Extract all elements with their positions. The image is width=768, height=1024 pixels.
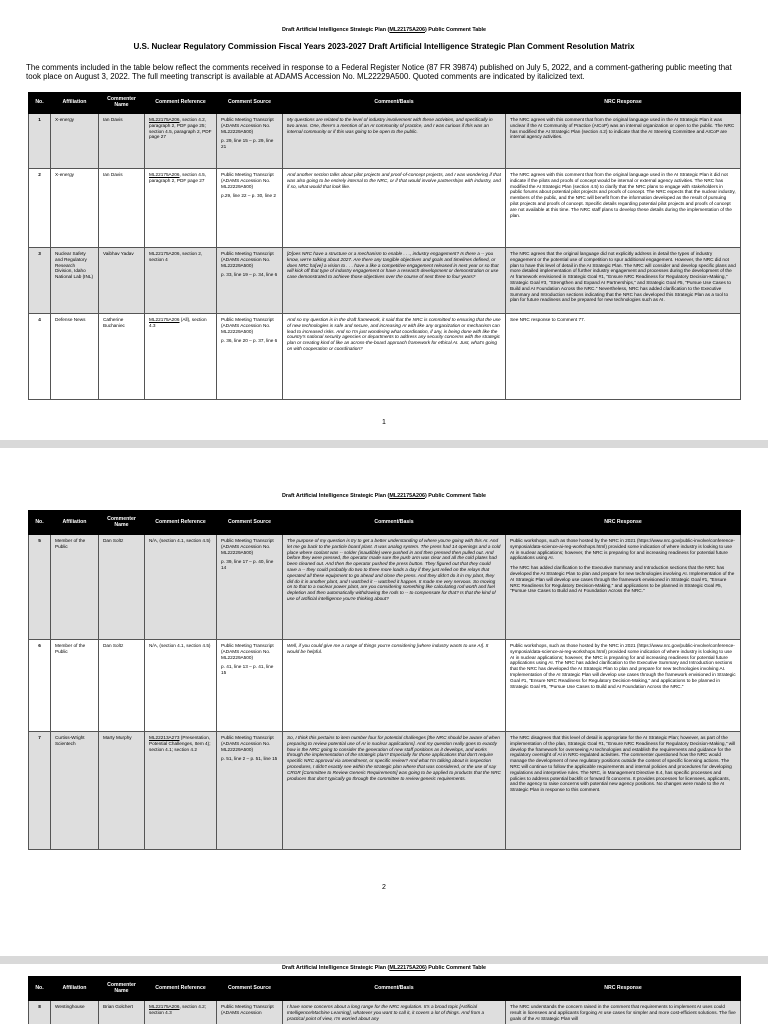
reference-link[interactable]: ML22175A206: [149, 117, 180, 122]
nrc-response-cell: See NRC response to Comment 77.: [506, 314, 741, 400]
page-number: 2: [382, 884, 386, 891]
table-row: [29, 1001, 741, 1024]
affiliation-cell: Westinghouse: [51, 1001, 99, 1024]
commenter-name-cell: Ian Davis: [99, 114, 145, 169]
table-row: [29, 114, 741, 169]
col-header-no: No.: [29, 93, 51, 114]
comment-source-cell: Public Meeting Transcript (ADAMS Accession No. ML22229A500) p. 41, line 13 – p. 41, line 15: [217, 640, 283, 732]
comment-basis-cell: [D]oes NRC have a structure or a mechanism to enable . . ., industry engagement? Is there a -- you know, we're talking about 2027. Are there any tangible objectives and goals and timelines defined, or does NRC ha[ve] a vision to . . . have a like a competitive engagement released in next year or so that will kick off that type of industry engagement or have a research development or demonstration or use case demonstrated to achieve those objectives over the course of next three to four years?: [283, 248, 506, 314]
col-header-nrc-response: NRC Response: [506, 93, 741, 114]
document-page-1: [0, 0, 768, 440]
nrc-response-cell: The NRC disagrees that this level of detail is appropriate for the AI Strategic Plan; however, as part of the implementation of the plan, Strategic Goal #1, "Ensure NRC Readiness for Regulatory Decision-Making," will develop the framework for overseeing AI technologies and establish the requirements and guidance for the regulatory oversight of AI in NRC-regulated activities. The commenter questioned how the NRC would manage the development of new regulatory positions outside the context of specific licensing actions. The NRC will continue to follow the applicable requirements and internal policies and procedures for developing regulations and interpretive rules. The NRC, in Management Directive 8.4, has specific processes and policies to address potential backfit or forward fit concerns. It provides processes for licensees, applicants, and the agency to raise concerns with potential new agency positions. No changes were made to the AI Strategic Plan in response to this comment.: [506, 732, 741, 850]
table-row: [29, 248, 741, 314]
commenter-name-cell: Dan Soltz: [99, 640, 145, 732]
comment-basis-cell: So, I think this pertains to item number four for potential challenges [the NRC should be aware of when preparing to review potential use of AI in nuclear applications]. And my question really goes to exactly how is the NRC going to consider the generation of new staff positions as it develops, and works through the implementation of the strategic plan? Especially for those applications that don't require specific NRC approval via amendment, or specific review? And what I'm talking about is inspection procedures, I didn't exactly see within the strategic plan where that was considered, or the use of say CRGR [Committee to Review Generic Requirements] was going to be applied to products that the NRC produces that don't typically go through the committee to review generic requirements.: [283, 732, 506, 850]
row-number: 7: [29, 732, 51, 850]
comment-basis-cell: Well, if you could give me a range of things you're considering [where industry wants to use AI]. It would be helpful.: [283, 640, 506, 732]
comment-basis-cell: And another section talks about pilot projects and proof-of-concept projects, and I was wondering if that was also going to be entirely internal to the NRC, or if that would involve partnerships with industry, and if so, what would that look like.: [283, 169, 506, 248]
col-header-nrc-response: NRC Response: [506, 511, 741, 535]
col-header-commenter-name: Commenter Name: [99, 977, 145, 1001]
comment-basis-cell: I have some concerns about a long range for the NRC regulation. It's a broad topic [Artificial Intelligence/Machine Learning], whatever you want to call it, it covers a lot of things. And from a practical point of view, I'm worried about any: [283, 1001, 506, 1024]
table-header-row: [29, 511, 741, 535]
col-header-no: No.: [29, 511, 51, 535]
comment-table: [28, 976, 741, 1024]
page-number: 1: [382, 419, 386, 426]
affiliation-cell: Curtiss-Wright Scientech: [51, 732, 99, 850]
running-header: Draft Artificial Intelligence Strategic Plan (ML22175A206) Public Comment Table: [281, 965, 486, 971]
col-header-comment-reference: Comment Reference: [145, 511, 217, 535]
col-header-comment-basis: Comment/Basis: [283, 93, 506, 114]
col-header-commenter-name: Commenter Name: [99, 93, 145, 114]
col-header-comment-basis: Comment/Basis: [283, 977, 506, 1001]
header-accession-link[interactable]: ML22175A206: [389, 965, 425, 971]
affiliation-cell: Defense News: [51, 314, 99, 400]
col-header-comment-source: Comment Source: [217, 511, 283, 535]
affiliation-cell: Nuclear Safety and Regulatory Research Division, Idaho National Lab (INL): [51, 248, 99, 314]
nrc-response-cell: The NRC agrees with this comment that from the original language used in the AI Strategic Plan it did not indicate if the pilots and proofs of concept would be internal or external agency activities. The NRC has modified the AI Strategic Plan (section 4.5) to clarify that the NRC plans to engage with stakeholders in public forums about potential pilot projects and proofs of concept. The NRC expects that the nuclear industry, members of the public, and the NRC will benefit from the information developed as the result of pursuing pilot projects and proofs of concept. Specific details regarding potential pilot projects and proofs of concept are not available at this time. The NRC staff plans to develop these details during the implementation of the plan.: [506, 169, 741, 248]
intro-paragraph: The comments included in the table below reflect the comments received in response to a Federal Register Notice (87 FR 39874) published on July 5, 2022, and a comment-gathering public meeting that took place on August 3, 2022. The full meeting transcript is available at ADAMS Accession No. ML22229A500. Quoted comments are indicated by italicized text.: [26, 63, 732, 82]
comment-reference-cell: N/A, (section 4.1, section 4.5): [145, 535, 217, 640]
comment-table: [28, 92, 741, 400]
document-page-3: [0, 964, 768, 1024]
row-number: 4: [29, 314, 51, 400]
commenter-name-cell: Vaibhav Yadav: [99, 248, 145, 314]
comment-source-cell: Public Meeting Transcript (ADAMS Accession No. ML22229A500) p. 36, line 20 – p. 37, line 6: [217, 314, 283, 400]
comment-reference-cell: ML22175A206 (All), section 4.3: [145, 314, 217, 400]
col-header-comment-source: Comment Source: [217, 93, 283, 114]
table-row: [29, 169, 741, 248]
nrc-response-cell: The NRC agrees that the original language did not explicitly address in detail the types of industry engagement or the potential use of competition to spur additional engagement. However, the NRC did not plan to have this level of detail in the AI Strategic Plan. The NRC will consider and develop specific plans and more detailed implementation of further industry engagement and processes during the development of the AI framework envisioned in Strategic Goal #1, "Ensure NRC Readiness for Regulatory Decision-Making," Strategic Goal #3, "Strengthen and Expand AI Partnerships," and Strategic Goal #5, "Pursue Use Cases to Build and AI Foundation Across the NRC." Nevertheless, NRC has added clarification to the Executive Summary and Introduction sections indicating that the NRC has developed this Strategic Plan as a tool to plan for future readiness and be prepared for new technologies such as AI.: [506, 248, 741, 314]
row-number: 8: [29, 1001, 51, 1024]
comment-basis-cell: The purpose of my question is try to get a better understanding of where you're going with this AI. And let me go back to the particle board plant. It was analog system. The press had 14 openings and a cold place where coolant was -- solder (inaudible) were pushed in and then pressed then pulled out. And before they were pressed, the operator made sure the push arm was clear and all the cold plates had been cleaned out. And then the operator pushed the press button. They figured out that they could save a -- they could probably do two to three more loads a day if they just relied on the relays that operated all these equipment to go ahead and close the press. And they didn't do it in my plant, they did do it in another plant, and I watched it -- watched it happen. It made me very nervous. So moving on to that to a nuclear power plant, are you considering something like calculating rod worth and fuel depletion and then automatically withdrawing the rods to -- to compensate for that? Is that the kind of use of artificial intelligence you're thinking about?: [283, 535, 506, 640]
col-header-no: No.: [29, 977, 51, 1001]
affiliation-cell: Member of the Public: [51, 640, 99, 732]
affiliation-cell: X-energy: [51, 169, 99, 248]
comment-basis-cell: And so my question is in the draft framework, it said that the NRC is committed to ensuring that the use of new technologies is safe and secure, and increasing AI with like any organization or mechanism can lead to increased risks. And so I'm just wondering what coordination, if any, is being done with like the country's national security agencies or departments to address any security concerns with the strategic plan or creating kind of like an across-the-board approach framework for ethical AI. Just, what's going on with cooperation or coordination?: [283, 314, 506, 400]
col-header-affiliation: Affiliation: [51, 93, 99, 114]
table-row: [29, 732, 741, 850]
row-number: 3: [29, 248, 51, 314]
nrc-response-cell: Public workshops, such as those hosted by the NRC in 2021 (https://www.nrc.gov/public-involve/conference-symposia/data-science-ai-reg-workshops.html) provided some indication of where industry is looking to use AI in nuclear applications; however, the NRC is preparing for and increasing readiness for potential future applications using AI. The NRC has added clarification to the Executive Summary and Introduction sections that the NRC has developed the AI Strategic Plan to plan and prepare for new technologies involving AI. Implementation of the AI Strategic Plan will develop use cases through the framework envisioned in Strategic Goal #1, "Ensure NRC Readiness for Regulatory Decision-Making," and applications to be planned in Strategic Goal #5, "Pursue Use Cases to Build and AI Foundation Across the NRC.": [506, 535, 741, 640]
comment-table: [28, 510, 741, 850]
comment-source-cell: Public Meeting Transcript (ADAMS Accession No. ML22229A500) p. 51, line 2 – p. 51, line 15: [217, 732, 283, 850]
reference-link[interactable]: ML22213A273: [149, 735, 180, 740]
nrc-response-cell: The NRC agrees with this comment that from the original language used in the AI Strategic Plan it was unclear if the AI Community of Practice (AICoP) was an internal organization or open to the public. The NRC has modified the AI Strategic Plan (section 4.2) to indicate that the AI Steering Committee and AICoP are internal agency activities.: [506, 114, 741, 169]
reference-link[interactable]: ML22175A206: [149, 172, 180, 177]
commenter-name-cell: Catherine Buchaniec: [99, 314, 145, 400]
col-header-affiliation: Affiliation: [51, 511, 99, 535]
comment-reference-cell: ML22175A206, section 4.2, paragraph 2, PDF page 25; section 4.5, paragraph 2, PDF page 27: [145, 114, 217, 169]
table-row: [29, 314, 741, 400]
row-number: 2: [29, 169, 51, 248]
comment-reference-cell: ML22213A273 (Presentation, Potential Challenges, Item 4); section 4.1; section 4.2: [145, 732, 217, 850]
comment-basis-cell: My questions are related to the level of industry involvement with these activities, and specifically in two areas. One, there's a mention of an AI community of practice, and I was curious if this was an internal community or if this was going to be open to the public.: [283, 114, 506, 169]
reference-link[interactable]: ML22175A206: [149, 1004, 180, 1009]
document-title: U.S. Nuclear Regulatory Commission Fiscal Years 2023-2027 Draft Artificial Intelligence Strategic Plan Comment Resolution Matrix: [133, 42, 635, 51]
comment-reference-cell: ML22175A206, section 2, section 4: [145, 248, 217, 314]
commenter-name-cell: Ian Davis: [99, 169, 145, 248]
comment-source-cell: Public Meeting Transcript (ADAMS Accession No. ML22229A500) p. 33, line 19 – p. 34, line 6: [217, 248, 283, 314]
comment-source-cell: Public Meeting Transcript (ADAMS Accession: [217, 1001, 283, 1024]
commenter-name-cell: Marty Murphy: [99, 732, 145, 850]
commenter-name-cell: Dan Soltz: [99, 535, 145, 640]
table-row: [29, 535, 741, 640]
header-accession-link[interactable]: ML22175A206: [389, 493, 425, 499]
affiliation-cell: Member of the Public: [51, 535, 99, 640]
table-header-row: [29, 977, 741, 1001]
col-header-comment-basis: Comment/Basis: [283, 511, 506, 535]
affiliation-cell: X-energy: [51, 114, 99, 169]
commenter-name-cell: Brian Golchert: [99, 1001, 145, 1024]
comment-source-cell: Public Meeting Transcript (ADAMS Accession No. ML22229A500) p. 39, line 17 – p. 40, line 14: [217, 535, 283, 640]
comment-reference-cell: N/A, (section 4.1, section 4.5): [145, 640, 217, 732]
running-header: Draft Artificial Intelligence Strategic Plan (ML22175A206) Public Comment Table: [281, 493, 486, 499]
col-header-affiliation: Affiliation: [51, 977, 99, 1001]
reference-link[interactable]: ML22175A206: [149, 317, 180, 322]
document-page-2: [0, 448, 768, 956]
col-header-commenter-name: Commenter Name: [99, 511, 145, 535]
table-header-row: [29, 93, 741, 114]
nrc-response-cell: The NRC understands the concern raised in the comment that requirements to implement AI uses could result in licensees and applicants forgoing AI use cases for simpler and more cost-efficient solutions. The five goals of the AI Strategic Plan will: [506, 1001, 741, 1024]
comment-source-cell: Public Meeting Transcript (ADAMS Accession No. ML22229A500) p.29, line 22 – p. 30, line 2: [217, 169, 283, 248]
nrc-response-cell: Public workshops, such as those hosted by the NRC in 2021 (https://www.nrc.gov/public-involve/conference-symposia/data-science-ai-reg-workshops.html) provided some indication of where industry is looking to use AI in nuclear applications; however, the NRC is preparing for and increasing readiness for potential future applications using AI. The NRC has added clarification to the Executive Summary and Introduction sections that the NRC has developed the AI Strategic Plan to plan and prepare for new technologies involving AI. Implementation of the AI Strategic Plan will develop use cases through the framework envisioned in Strategic Goal #1, "Ensure NRC Readiness for Regulatory Decision-Making," and applications to be planned in Strategic Goal #5, "Pursue Use Cases to Build and AI Foundation Across the NRC.": [506, 640, 741, 732]
col-header-comment-reference: Comment Reference: [145, 977, 217, 1001]
running-header: Draft Artificial Intelligence Strategic Plan (ML22175A206) Public Comment Table: [281, 27, 486, 33]
header-accession-link[interactable]: ML22175A206: [389, 27, 425, 33]
comment-reference-cell: ML22175A206, section 4.5, paragraph 2, PDF page 27: [145, 169, 217, 248]
row-number: 5: [29, 535, 51, 640]
col-header-comment-reference: Comment Reference: [145, 93, 217, 114]
table-row: [29, 640, 741, 732]
row-number: 6: [29, 640, 51, 732]
comment-reference-cell: ML22175A206, section 4.2; section 4.3: [145, 1001, 217, 1024]
comment-source-cell: Public Meeting Transcript (ADAMS Accession No. ML22229A500) p. 29, line 15 – p. 29, line 21: [217, 114, 283, 169]
col-header-nrc-response: NRC Response: [506, 977, 741, 1001]
col-header-comment-source: Comment Source: [217, 977, 283, 1001]
row-number: 1: [29, 114, 51, 169]
